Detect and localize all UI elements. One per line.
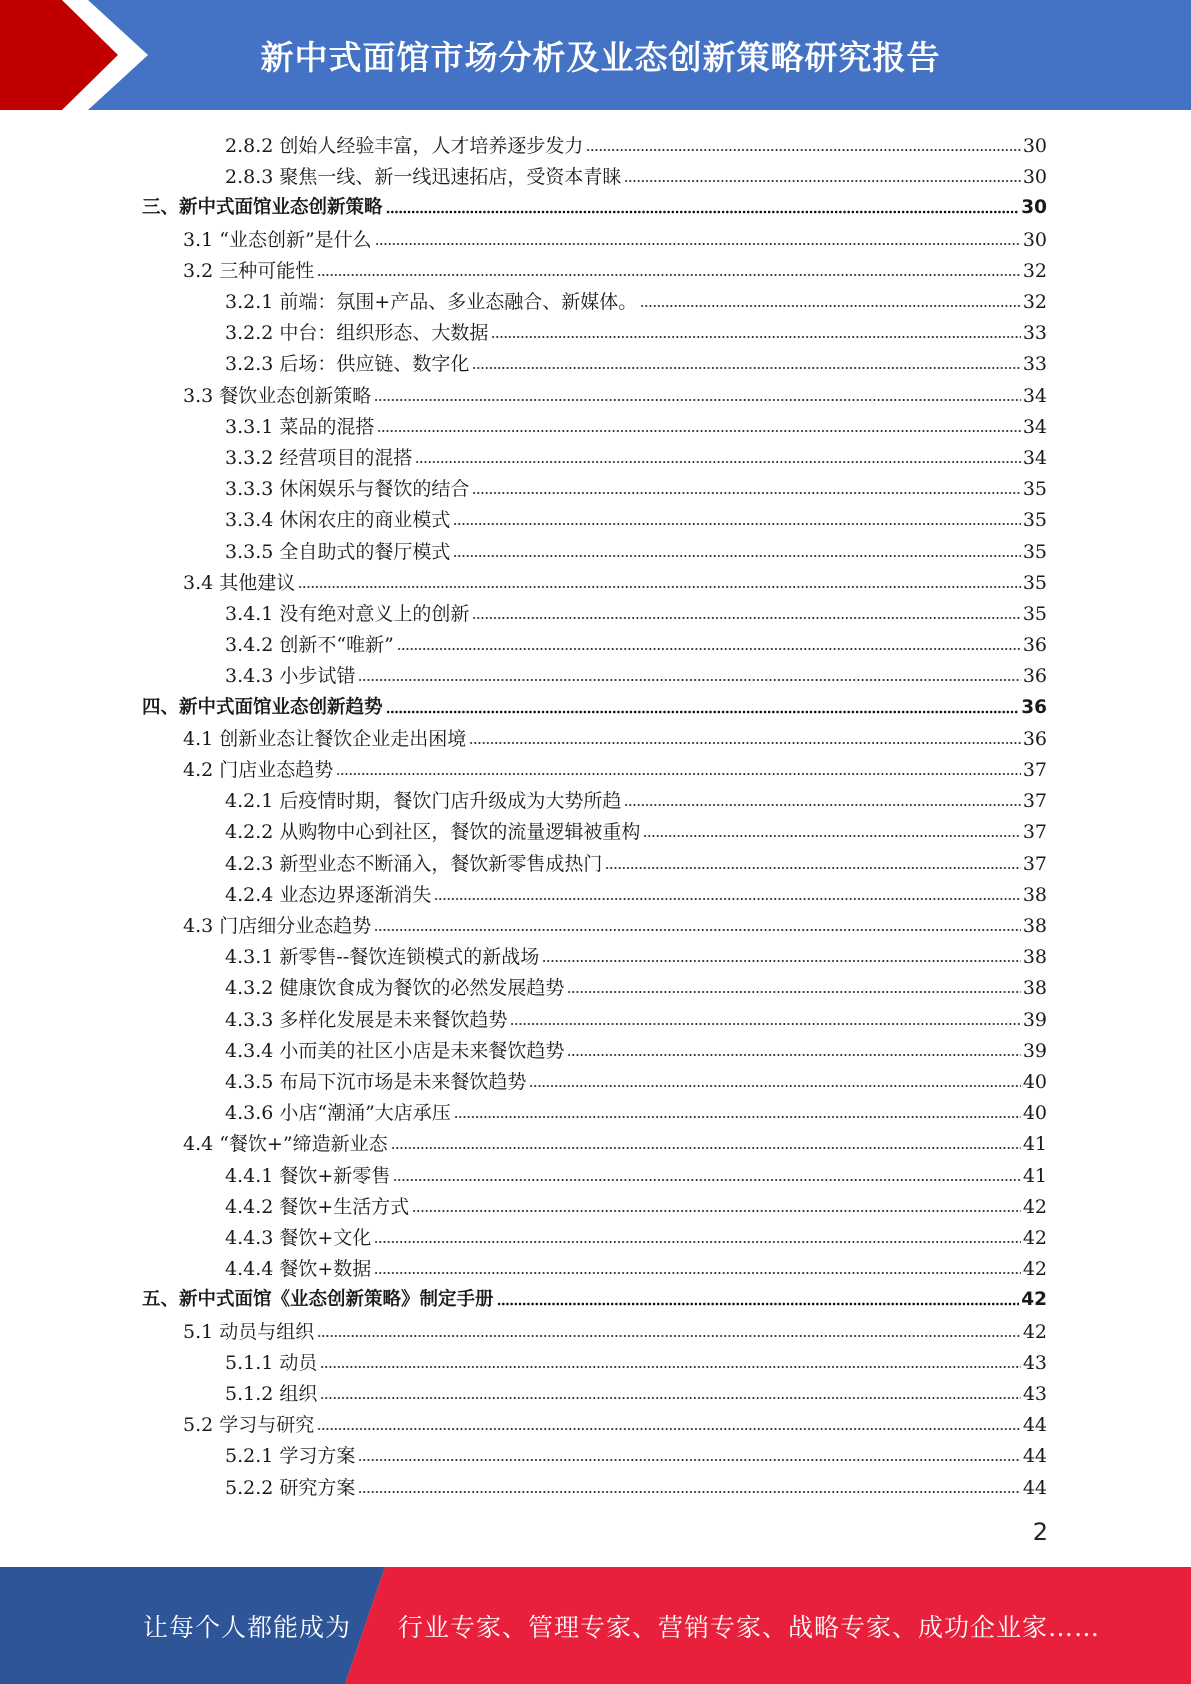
toc-entry-page: 33 [1022, 353, 1047, 376]
toc-entry-label: 5.1 动员与组织 [183, 1320, 315, 1343]
toc-entry-label: 5.2 学习与研究 [183, 1414, 315, 1437]
toc-entry[interactable] [183, 252, 1047, 283]
toc-dot-leader [472, 616, 1020, 620]
toc-entry[interactable] [225, 1437, 1047, 1468]
toc-entry-page: 30 [1021, 197, 1047, 219]
toc-dot-leader [454, 1115, 1021, 1119]
toc-entry-label: 三、新中式面馆业态创新策略 [142, 197, 383, 219]
toc-entry-label: 4.4.3 餐饮+文化 [225, 1227, 372, 1249]
toc-entry[interactable] [225, 158, 1047, 189]
toc-entry[interactable] [225, 845, 1047, 876]
toc-entry-page: 37 [1022, 852, 1047, 875]
toc-entry-page: 39 [1022, 1039, 1047, 1062]
toc-entry[interactable] [225, 1219, 1047, 1250]
toc-entry-label: 4.2.3 新型业态不断涌入，餐饮新零售成热门 [225, 852, 603, 875]
toc-entry-label: 3.3.2 经营项目的混搭 [225, 447, 413, 469]
toc-dot-leader [317, 1334, 1021, 1338]
toc-entry-page: 30 [1022, 135, 1047, 157]
toc-entry[interactable] [183, 751, 1047, 782]
toc-dot-leader [317, 1427, 1021, 1431]
toc-entry-page: 37 [1022, 821, 1047, 844]
toc-entry-label: 4.4.4 餐饮+数据 [225, 1258, 372, 1281]
toc-entry-label: 3.2.1 前端：氛围+产品、多业态融合、新媒体。 [225, 291, 638, 313]
toc-dot-leader [472, 491, 1020, 495]
toc-dot-leader [453, 554, 1020, 558]
toc-entry-label: 3.3.1 菜品的混搭 [225, 415, 375, 438]
toc-entry-label: 4.3.6 小店“潮涌”大店承压 [225, 1102, 451, 1125]
toc-entry-page: 44 [1022, 1476, 1047, 1499]
toc-entry-page: 37 [1022, 790, 1047, 813]
toc-entry-page: 42 [1022, 1227, 1047, 1249]
toc-entry-page: 35 [1022, 509, 1047, 532]
toc-entry-label: 3.2 三种可能性 [183, 259, 315, 282]
toc-entry[interactable] [225, 283, 1047, 314]
toc-dot-leader [358, 1490, 1020, 1494]
toc-entry-label: 3.4.3 小步试错 [225, 665, 356, 688]
toc-entry[interactable] [225, 533, 1047, 564]
toc-entry-label: 4.4 “餐饮+”缔造新业态 [183, 1133, 388, 1156]
toc-entry-page: 44 [1022, 1445, 1047, 1468]
toc-entry[interactable] [183, 377, 1047, 408]
document-title: 新中式面馆市场分析及业态创新策略研究报告 [260, 37, 941, 77]
toc-dot-leader [358, 678, 1020, 682]
toc-dot-leader [374, 1271, 1021, 1275]
toc-entry[interactable] [225, 127, 1047, 158]
toc-entry-page: 38 [1022, 946, 1047, 969]
toc-entry-page: 34 [1022, 384, 1047, 407]
toc-entry-page: 37 [1022, 759, 1047, 781]
toc-dot-leader [624, 803, 1020, 807]
toc-entry-label: 3.4 其他建议 [183, 571, 296, 594]
toc-dot-leader [391, 1146, 1021, 1150]
toc-entry-label: 3.1 “业态创新”是什么 [183, 228, 372, 251]
toc-entry-label: 3.3 餐饮业态创新策略 [183, 384, 372, 407]
toc-dot-leader [336, 772, 1021, 776]
page-number: 2 [1032, 1518, 1048, 1546]
toc-entry-page: 40 [1022, 1071, 1047, 1093]
toc-entry[interactable] [183, 564, 1047, 595]
toc-dot-leader [374, 398, 1021, 402]
toc-entry[interactable] [225, 408, 1047, 439]
toc-entry[interactable] [183, 1313, 1047, 1344]
toc-entry[interactable] [142, 689, 1047, 720]
toc-dot-leader [393, 1178, 1021, 1182]
toc-entry[interactable] [225, 1157, 1047, 1188]
toc-entry-label: 四、新中式面馆业态创新趋势 [142, 696, 383, 718]
toc-dot-leader [386, 210, 1020, 214]
toc-entry-label: 4.2 门店业态趋势 [183, 759, 334, 781]
toc-entry[interactable] [225, 1001, 1047, 1032]
toc-entry[interactable] [225, 1344, 1047, 1375]
toc-dot-leader [643, 834, 1020, 838]
toc-dot-leader [320, 1365, 1020, 1369]
toc-entry-label: 4.4.1 餐饮+新零售 [225, 1164, 391, 1187]
toc-entry-label: 4.3.3 多样化发展是未来餐饮趋势 [225, 1008, 508, 1031]
toc-entry-page: 32 [1022, 259, 1047, 282]
toc-dot-leader [491, 335, 1020, 339]
toc-entry[interactable] [225, 439, 1047, 470]
toc-dot-leader [469, 741, 1021, 745]
toc-entry-page: 34 [1022, 447, 1047, 469]
toc-entry-page: 35 [1022, 478, 1047, 501]
toc-dot-leader [453, 522, 1020, 526]
toc-entry-label: 五、新中式面馆《业态创新策略》制定手册 [142, 1289, 494, 1311]
toc-entry-label: 4.3 门店细分业态趋势 [183, 915, 372, 937]
toc-entry[interactable] [142, 1281, 1047, 1312]
toc-entry-page: 42 [1022, 1195, 1047, 1218]
toc-entry-page: 30 [1022, 166, 1047, 189]
toc-entry[interactable] [183, 1406, 1047, 1437]
footer-slogan-left: 让每个人都能成为 [143, 1612, 352, 1642]
toc-entry-label: 4.3.1 新零售--餐饮连锁模式的新战场 [225, 946, 540, 969]
toc-entry-label: 3.4.1 没有绝对意义上的创新 [225, 603, 470, 625]
page-header [0, 0, 1191, 110]
toc-entry-page: 39 [1022, 1008, 1047, 1031]
toc-entry[interactable] [225, 595, 1047, 626]
toc-entry-page: 43 [1022, 1383, 1047, 1405]
toc-entry-page: 32 [1022, 291, 1047, 313]
toc-entry-label: 4.4.2 餐饮+生活方式 [225, 1195, 410, 1218]
toc-dot-leader [640, 304, 1021, 308]
toc-entry-label: 3.2.3 后场：供应链、数字化 [225, 353, 470, 376]
toc-entry[interactable] [225, 1063, 1047, 1094]
toc-entry-label: 4.3.5 布局下沉市场是未来餐饮趋势 [225, 1071, 527, 1093]
toc-entry[interactable] [225, 1188, 1047, 1219]
toc-dot-leader [320, 1396, 1020, 1400]
toc-entry-page: 35 [1022, 540, 1047, 563]
toc-entry[interactable] [225, 1375, 1047, 1406]
toc-dot-leader [472, 366, 1020, 370]
toc-entry-label: 3.2.2 中台：组织形态、大数据 [225, 322, 489, 345]
toc-dot-leader [605, 866, 1020, 870]
toc-dot-leader [415, 460, 1020, 464]
toc-entry[interactable] [183, 720, 1047, 751]
toc-dot-leader [510, 1022, 1020, 1026]
toc-entry-page: 40 [1022, 1102, 1047, 1125]
toc-entry[interactable] [225, 657, 1047, 688]
toc-entry[interactable] [225, 314, 1047, 345]
toc-entry[interactable] [225, 1094, 1047, 1125]
toc-dot-leader [317, 273, 1021, 277]
toc-entry-page: 41 [1022, 1133, 1047, 1156]
toc-entry[interactable] [225, 782, 1047, 813]
page-footer [0, 1567, 1191, 1684]
toc-entry-page: 44 [1022, 1414, 1047, 1437]
toc-entry-page: 38 [1022, 977, 1047, 1000]
toc-entry-label: 4.3.2 健康饮食成为餐饮的必然发展趋势 [225, 977, 565, 1000]
toc-entry-page: 41 [1022, 1164, 1047, 1187]
toc-dot-leader [397, 647, 1021, 651]
toc-dot-leader [374, 1240, 1021, 1244]
toc-entry-label: 2.8.2 创始人经验丰富，人才培养逐步发力 [225, 135, 584, 157]
toc-entry[interactable] [225, 1032, 1047, 1063]
toc-dot-leader [434, 897, 1020, 901]
toc-entry[interactable] [225, 969, 1047, 1000]
toc-entry-page: 43 [1022, 1351, 1047, 1374]
toc-entry-label: 4.1 创新业态让餐饮企业走出困境 [183, 727, 467, 750]
toc-entry[interactable] [225, 470, 1047, 501]
toc-entry[interactable] [225, 1250, 1047, 1281]
toc-entry-page: 35 [1022, 571, 1047, 594]
footer-slogan-right: 行业专家、管理专家、营销专家、战略专家、成功企业家…… [398, 1612, 1101, 1642]
toc-dot-leader [624, 179, 1020, 183]
toc-entry[interactable] [225, 938, 1047, 969]
toc-entry-page: 33 [1022, 322, 1047, 345]
toc-dot-leader [298, 585, 1021, 589]
toc-entry-label: 5.2.2 研究方案 [225, 1476, 356, 1499]
toc-entry[interactable] [225, 626, 1047, 657]
toc-entry-label: 5.1.1 动员 [225, 1351, 318, 1374]
toc-dot-leader [386, 710, 1020, 714]
toc-dot-leader [567, 1053, 1020, 1057]
toc-dot-leader [358, 1458, 1020, 1462]
toc-entry[interactable] [142, 189, 1047, 220]
toc-entry[interactable] [225, 876, 1047, 907]
toc-entry-label: 4.2.2 从购物中心到社区，餐饮的流量逻辑被重构 [225, 821, 641, 844]
toc-entry-label: 2.8.3 聚焦一线、新一线迅速拓店，受资本青睐 [225, 166, 622, 189]
toc-dot-leader [542, 959, 1021, 963]
toc-entry[interactable] [183, 221, 1047, 252]
toc-entry[interactable] [183, 1125, 1047, 1156]
toc-entry[interactable] [225, 345, 1047, 376]
toc-entry-page: 34 [1022, 415, 1047, 438]
toc-entry-page: 36 [1022, 727, 1047, 750]
toc-dot-leader [567, 990, 1020, 994]
toc-entry[interactable] [225, 1469, 1047, 1500]
toc-dot-leader [497, 1302, 1020, 1306]
toc-dot-leader [377, 429, 1020, 433]
toc-entry-page: 38 [1022, 915, 1047, 937]
toc-entry-label: 4.3.4 小而美的社区小店是未来餐饮趋势 [225, 1039, 565, 1062]
toc-entry-label: 5.1.2 组织 [225, 1383, 318, 1405]
toc-entry-page: 38 [1022, 883, 1047, 906]
toc-entry-label: 4.2.1 后疫情时期，餐饮门店升级成为大势所趋 [225, 790, 622, 813]
toc-entry-page: 30 [1022, 228, 1047, 251]
toc-entry-page: 36 [1022, 634, 1047, 657]
toc-entry-page: 42 [1022, 1258, 1047, 1281]
toc-entry[interactable] [225, 813, 1047, 844]
toc-entry-label: 3.3.5 全自助式的餐厅模式 [225, 540, 451, 563]
chevron-arrow-icon [0, 0, 160, 110]
toc-entry-label: 3.4.2 创新不“唯新” [225, 634, 394, 657]
toc-dot-leader [374, 928, 1021, 932]
toc-dot-leader [529, 1084, 1020, 1088]
toc-entry-page: 42 [1022, 1320, 1047, 1343]
toc-entry-label: 5.2.1 学习方案 [225, 1445, 356, 1468]
toc-entry-label: 3.3.3 休闲娱乐与餐饮的结合 [225, 478, 470, 501]
toc-entry-label: 3.3.4 休闲农庄的商业模式 [225, 509, 451, 532]
toc-entry-page: 36 [1021, 696, 1047, 718]
toc-dot-leader [586, 148, 1020, 152]
toc-entry-page: 35 [1022, 603, 1047, 625]
toc-dot-leader [375, 242, 1021, 246]
toc-entry[interactable] [183, 907, 1047, 938]
toc-entry-page: 36 [1022, 665, 1047, 688]
toc-entry[interactable] [225, 501, 1047, 532]
toc-entry-page: 42 [1021, 1289, 1047, 1311]
toc-entry-label: 4.2.4 业态边界逐渐消失 [225, 883, 432, 906]
toc-dot-leader [412, 1209, 1021, 1213]
